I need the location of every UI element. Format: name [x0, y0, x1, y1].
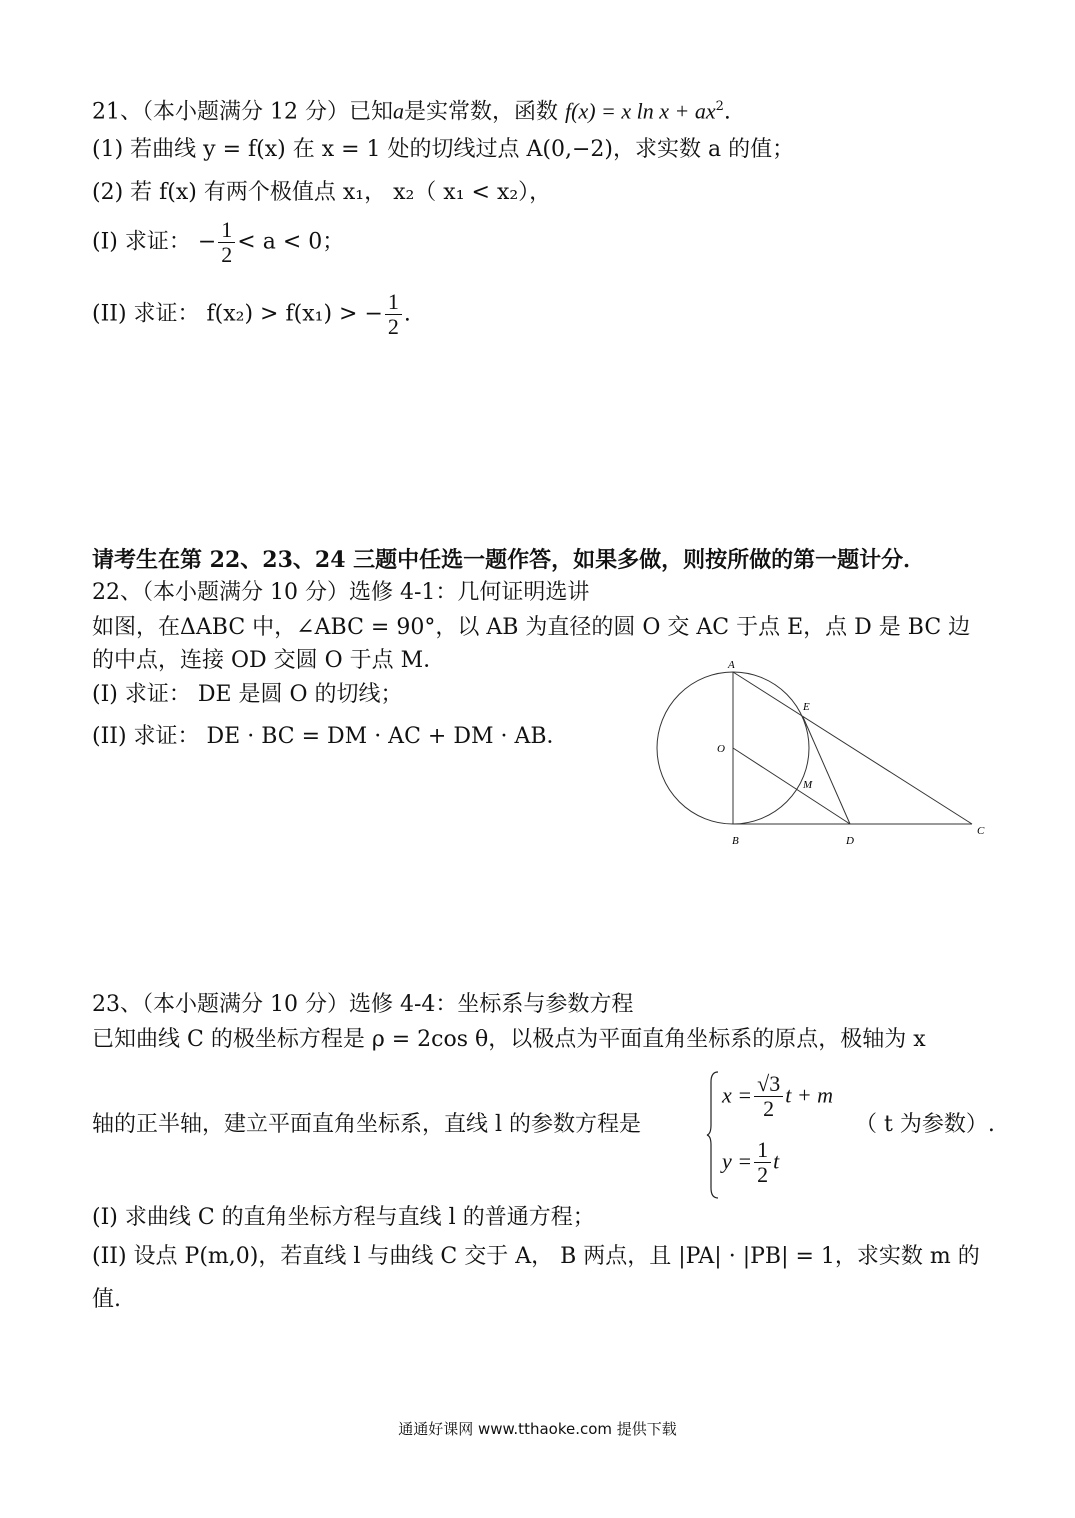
segment-ed	[803, 717, 850, 824]
q22-line1: 如图，在ΔABC 中，∠ABC = 90°，以 AB 为直径的圆 O 交 AC 于点 E，点 D 是 BC 边	[92, 615, 971, 640]
q23-line2: 轴的正半轴，建立平面直角坐标系，直线 l 的参数方程是	[92, 1112, 642, 1137]
q23-heading: 23、（本小题满分 10 分）选修 4-4：坐标系与参数方程	[92, 992, 634, 1017]
q21-a-var: a	[392, 98, 404, 124]
label-a: A	[728, 659, 735, 671]
q21-pII-post: .	[403, 301, 411, 327]
q21-part-II	[92, 290, 411, 339]
label-o: O	[717, 743, 725, 755]
q21-heading	[92, 92, 731, 127]
q21-pI-fraction: $\frac{1}{2}$	[218, 218, 235, 267]
q21-pI-post: < a < 0；	[237, 229, 345, 255]
selection-notice: 请考生在第 22、23、24 三题中任选一题作答，如果多做，则按所做的第一题计分．	[92, 547, 926, 573]
label-b: B	[732, 835, 739, 847]
segment-ac	[733, 672, 972, 824]
label-m: M	[803, 779, 813, 791]
param-eq-x: x = $\frac{√3}{2}$ t + m	[722, 1071, 834, 1121]
parametric-system	[706, 1070, 896, 1200]
q23-part-II-end: 值.	[92, 1287, 121, 1312]
q21-end: .	[723, 99, 731, 125]
q21-part2: (2) 若 f(x) 有两个极值点 x₁， x₂（ x₁ < x₂），	[92, 180, 552, 205]
q23-line2-end: （ t 为参数）.	[855, 1112, 995, 1137]
q22-part-I: (I) 求证： DE 是圆 O 的切线；	[92, 682, 403, 707]
q21-pI-pre: (I) 求证： −	[92, 229, 217, 255]
q23-part-II: (II) 设点 P(m,0)，若直线 l 与曲线 C 交于 A， B 两点，且 |PA| · |PB| = 1，求实数 m 的	[92, 1244, 980, 1269]
q21-head-mid: 是实常数，函数	[403, 99, 558, 125]
q23-part-I: (I) 求曲线 C 的直角坐标方程与直线 l 的普通方程；	[92, 1205, 595, 1230]
param-eq-y: y = $\frac{1}{2}$ t	[722, 1137, 780, 1187]
label-e: E	[803, 701, 810, 713]
q21-pII-pre: (II) 求证： f(x₂) > f(x₁) > −	[92, 301, 383, 327]
q22-line2: 的中点，连接 OD 交圆 O 于点 M．	[92, 648, 446, 673]
segment-od	[733, 748, 850, 824]
q21-function-exp: 2	[715, 99, 724, 114]
q21-head-text: 21、（本小题满分 12 分）已知	[92, 99, 393, 125]
q22-part-II: (II) 求证： DE · BC = DM · AC + DM · AB．	[92, 724, 569, 749]
q21-part-I	[92, 218, 344, 267]
param-eq-x-fraction: $\frac{√3}{2}$	[754, 1072, 783, 1121]
page-footer: 通通好课网 www.tthaoke.com 提供下载	[398, 1420, 677, 1438]
label-c: C	[977, 825, 985, 837]
q23-line1: 已知曲线 C 的极坐标方程是 ρ = 2cos θ，以极点为平面直角坐标系的原点，极轴为 x	[92, 1027, 926, 1052]
q21-part1: (1) 若曲线 y = f(x) 在 x = 1 处的切线过点 A(0,−2)，求实数 a 的值；	[92, 137, 795, 162]
label-d: D	[846, 835, 854, 847]
brace-icon	[706, 1070, 720, 1200]
geometry-figure	[640, 655, 1000, 855]
param-eq-y-fraction: $\frac{1}{2}$	[754, 1138, 771, 1187]
q21-function: f(x) = x ln x + ax	[565, 98, 716, 124]
q21-pII-fraction: $\frac{1}{2}$	[385, 290, 402, 339]
q22-heading: 22、（本小题满分 10 分）选修 4-1：几何证明选讲	[92, 580, 590, 605]
